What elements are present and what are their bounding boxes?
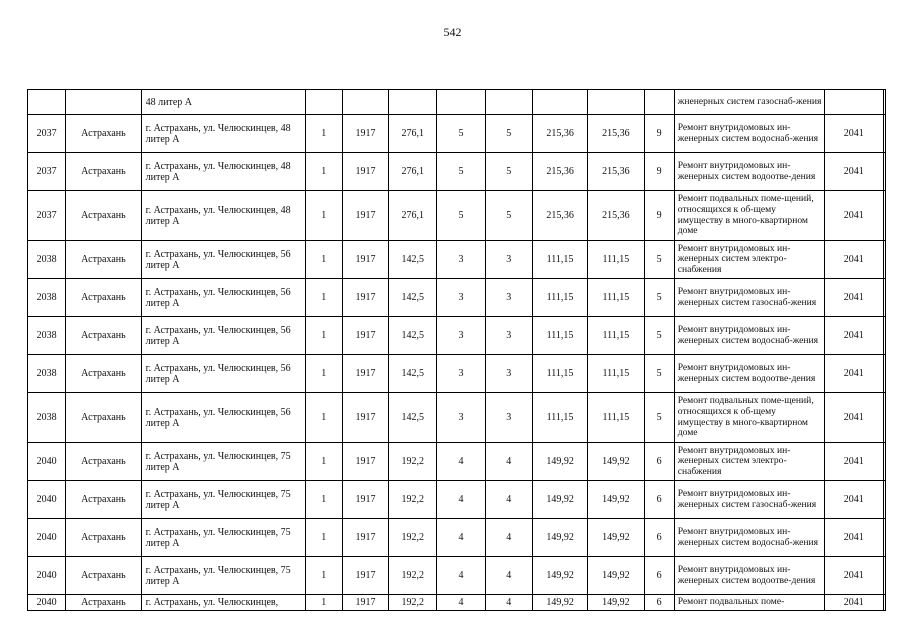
area-cell: 142,5 xyxy=(389,241,437,279)
table-row xyxy=(28,317,886,355)
value1-cell: 111,15 xyxy=(532,317,587,355)
house-id-cell: 2037 xyxy=(28,115,66,153)
value2-cell: 111,15 xyxy=(588,279,644,317)
col-c1-cell: 1 xyxy=(305,519,342,557)
table-row xyxy=(28,191,886,241)
plan-year-cell: 2041 xyxy=(824,241,883,279)
table-row xyxy=(28,115,886,153)
page-number: 542 xyxy=(443,25,462,39)
col-c4-cell: 6 xyxy=(644,519,674,557)
address-cell: г. Астрахань, ул. Челюскинцев, 75 литер А xyxy=(141,443,305,481)
area-cell: 192,2 xyxy=(389,443,437,481)
repair-registry-table xyxy=(27,89,886,611)
house-id-cell: 2038 xyxy=(28,355,66,393)
plan-year-cell: 2041 xyxy=(824,481,883,519)
year-cell: 1917 xyxy=(342,393,388,443)
col-c2-cell: 3 xyxy=(437,355,485,393)
work-type-cell: жненерных систем газоснаб-жения xyxy=(674,90,824,115)
col-c1-cell: 1 xyxy=(305,595,342,611)
plan-year-cell: 2041 xyxy=(824,393,883,443)
address-cell: г. Астрахань, ул. Челюскинцев, 48 литер А xyxy=(141,191,305,241)
empty-cell xyxy=(883,241,885,279)
value2-cell: 149,92 xyxy=(588,481,644,519)
col-c4-cell: 9 xyxy=(644,115,674,153)
col-c2-cell: 3 xyxy=(437,279,485,317)
city-cell xyxy=(66,90,141,115)
area-cell: 142,5 xyxy=(389,393,437,443)
value1-cell: 111,15 xyxy=(532,393,587,443)
house-id-cell: 2040 xyxy=(28,557,66,595)
col-c4-cell: 5 xyxy=(644,317,674,355)
house-id-cell: 2037 xyxy=(28,191,66,241)
year-cell: 1917 xyxy=(342,557,388,595)
col-c3-cell: 3 xyxy=(485,241,532,279)
col-c1-cell: 1 xyxy=(305,443,342,481)
work-type-cell: Ремонт внутридомовых ин-женерных систем электро-снабжения xyxy=(674,241,824,279)
col-c1-cell: 1 xyxy=(305,153,342,191)
col-c3-cell: 5 xyxy=(485,115,532,153)
col-c4-cell: 5 xyxy=(644,279,674,317)
col-c4-cell: 6 xyxy=(644,557,674,595)
plan-year-cell: 2041 xyxy=(824,355,883,393)
city-cell: Астрахань xyxy=(66,443,141,481)
work-type-cell: Ремонт внутридомовых ин-женерных систем водоснаб-жения xyxy=(674,115,824,153)
col-c1-cell: 1 xyxy=(305,481,342,519)
city-cell: Астрахань xyxy=(66,595,141,611)
col-c3-cell: 4 xyxy=(485,519,532,557)
col-c3-cell: 4 xyxy=(485,557,532,595)
table-row xyxy=(28,393,886,443)
year-cell: 1917 xyxy=(342,595,388,611)
plan-year-cell: 2041 xyxy=(824,557,883,595)
work-type-cell: Ремонт внутридомовых ин-женерных систем водоотве-дения xyxy=(674,153,824,191)
table-row xyxy=(28,595,886,611)
col-c4-cell: 6 xyxy=(644,481,674,519)
value1-cell: 111,15 xyxy=(532,241,587,279)
col-c1-cell: 1 xyxy=(305,115,342,153)
work-type-cell: Ремонт подвальных поме-щений, относящихся к об-щему имуществу в много-квартирном доме xyxy=(674,393,824,443)
col-c3-cell: 3 xyxy=(485,279,532,317)
year-cell: 1917 xyxy=(342,443,388,481)
empty-cell xyxy=(883,191,885,241)
house-id-cell xyxy=(28,90,66,115)
house-id-cell: 2037 xyxy=(28,153,66,191)
plan-year-cell: 2041 xyxy=(824,153,883,191)
house-id-cell: 2040 xyxy=(28,481,66,519)
value2-cell: 149,92 xyxy=(588,443,644,481)
value1-cell xyxy=(532,90,587,115)
house-id-cell: 2038 xyxy=(28,393,66,443)
house-id-cell: 2040 xyxy=(28,595,66,611)
col-c4-cell xyxy=(644,90,674,115)
house-id-cell: 2040 xyxy=(28,519,66,557)
col-c4-cell: 5 xyxy=(644,393,674,443)
col-c4-cell: 9 xyxy=(644,153,674,191)
col-c2-cell: 5 xyxy=(437,115,485,153)
value2-cell: 215,36 xyxy=(588,153,644,191)
area-cell: 142,5 xyxy=(389,279,437,317)
value1-cell: 111,15 xyxy=(532,355,587,393)
table-row xyxy=(28,443,886,481)
address-cell: г. Астрахань, ул. Челюскинцев, 56 литер А xyxy=(141,393,305,443)
area-cell: 192,2 xyxy=(389,519,437,557)
address-cell: г. Астрахань, ул. Челюскинцев, 56 литер А xyxy=(141,279,305,317)
value1-cell: 149,92 xyxy=(532,481,587,519)
empty-cell xyxy=(883,481,885,519)
table-row xyxy=(28,481,886,519)
house-id-cell: 2040 xyxy=(28,443,66,481)
area-cell: 276,1 xyxy=(389,153,437,191)
city-cell: Астрахань xyxy=(66,355,141,393)
col-c1-cell: 1 xyxy=(305,241,342,279)
empty-cell xyxy=(883,90,885,115)
col-c1-cell: 1 xyxy=(305,557,342,595)
col-c3-cell: 3 xyxy=(485,355,532,393)
area-cell: 276,1 xyxy=(389,115,437,153)
col-c2-cell: 5 xyxy=(437,153,485,191)
col-c4-cell: 5 xyxy=(644,241,674,279)
table-row xyxy=(28,90,886,115)
plan-year-cell: 2041 xyxy=(824,279,883,317)
empty-cell xyxy=(883,115,885,153)
col-c3-cell: 4 xyxy=(485,443,532,481)
work-type-cell: Ремонт подвальных поме- xyxy=(674,595,824,611)
col-c2-cell: 4 xyxy=(437,519,485,557)
year-cell: 1917 xyxy=(342,279,388,317)
table-row xyxy=(28,153,886,191)
value2-cell xyxy=(588,90,644,115)
city-cell: Астрахань xyxy=(66,519,141,557)
value2-cell: 149,92 xyxy=(588,595,644,611)
plan-year-cell: 2041 xyxy=(824,443,883,481)
table-row xyxy=(28,519,886,557)
col-c4-cell: 6 xyxy=(644,595,674,611)
value1-cell: 149,92 xyxy=(532,443,587,481)
col-c2-cell: 3 xyxy=(437,393,485,443)
col-c2-cell: 3 xyxy=(437,317,485,355)
empty-cell xyxy=(883,153,885,191)
year-cell: 1917 xyxy=(342,153,388,191)
work-type-cell: Ремонт внутридомовых ин-женерных систем газоснаб-жения xyxy=(674,481,824,519)
area-cell: 192,2 xyxy=(389,595,437,611)
year-cell: 1917 xyxy=(342,191,388,241)
col-c3-cell xyxy=(485,90,532,115)
value1-cell: 149,92 xyxy=(532,595,587,611)
year-cell: 1917 xyxy=(342,241,388,279)
work-type-cell: Ремонт внутридомовых ин-женерных систем газоснаб-жения xyxy=(674,279,824,317)
col-c2-cell: 4 xyxy=(437,481,485,519)
year-cell: 1917 xyxy=(342,519,388,557)
col-c4-cell: 5 xyxy=(644,355,674,393)
work-type-cell: Ремонт внутридомовых ин-женерных систем водоотве-дения xyxy=(674,355,824,393)
table-row xyxy=(28,355,886,393)
work-type-cell: Ремонт внутридомовых ин-женерных систем водоснаб-жения xyxy=(674,519,824,557)
city-cell: Астрахань xyxy=(66,153,141,191)
empty-cell xyxy=(883,393,885,443)
year-cell: 1917 xyxy=(342,481,388,519)
area-cell: 192,2 xyxy=(389,557,437,595)
col-c3-cell: 4 xyxy=(485,481,532,519)
city-cell: Астрахань xyxy=(66,393,141,443)
col-c2-cell xyxy=(437,90,485,115)
col-c3-cell: 5 xyxy=(485,153,532,191)
plan-year-cell: 2041 xyxy=(824,115,883,153)
col-c3-cell: 4 xyxy=(485,595,532,611)
value1-cell: 111,15 xyxy=(532,279,587,317)
col-c2-cell: 4 xyxy=(437,595,485,611)
table-row xyxy=(28,279,886,317)
col-c1-cell: 1 xyxy=(305,393,342,443)
house-id-cell: 2038 xyxy=(28,279,66,317)
work-type-cell: Ремонт подвальных поме-щений, относящихся к об-щему имуществу в много-квартирном доме xyxy=(674,191,824,241)
value1-cell: 215,36 xyxy=(532,115,587,153)
empty-cell xyxy=(883,279,885,317)
city-cell: Астрахань xyxy=(66,115,141,153)
address-cell: г. Астрахань, ул. Челюскинцев, xyxy=(141,595,305,611)
value2-cell: 215,36 xyxy=(588,191,644,241)
year-cell: 1917 xyxy=(342,355,388,393)
area-cell xyxy=(389,90,437,115)
work-type-cell: Ремонт внутридомовых ин-женерных систем водоотве-дения xyxy=(674,557,824,595)
plan-year-cell: 2041 xyxy=(824,519,883,557)
work-type-cell: Ремонт внутридомовых ин-женерных систем водоснаб-жения xyxy=(674,317,824,355)
col-c2-cell: 4 xyxy=(437,443,485,481)
col-c2-cell: 5 xyxy=(437,191,485,241)
empty-cell xyxy=(883,557,885,595)
empty-cell xyxy=(883,317,885,355)
value2-cell: 111,15 xyxy=(588,241,644,279)
col-c1-cell: 1 xyxy=(305,279,342,317)
value2-cell: 111,15 xyxy=(588,355,644,393)
work-type-cell: Ремонт внутридомовых ин-женерных систем электро-снабжения xyxy=(674,443,824,481)
col-c3-cell: 3 xyxy=(485,317,532,355)
empty-cell xyxy=(883,443,885,481)
plan-year-cell xyxy=(824,90,883,115)
col-c2-cell: 4 xyxy=(437,557,485,595)
col-c1-cell: 1 xyxy=(305,317,342,355)
value2-cell: 149,92 xyxy=(588,519,644,557)
value1-cell: 215,36 xyxy=(532,191,587,241)
city-cell: Астрахань xyxy=(66,241,141,279)
year-cell: 1917 xyxy=(342,115,388,153)
value2-cell: 111,15 xyxy=(588,393,644,443)
col-c4-cell: 6 xyxy=(644,443,674,481)
empty-cell xyxy=(883,355,885,393)
address-cell: г. Астрахань, ул. Челюскинцев, 75 литер А xyxy=(141,481,305,519)
year-cell xyxy=(342,90,388,115)
value1-cell: 215,36 xyxy=(532,153,587,191)
plan-year-cell: 2041 xyxy=(824,317,883,355)
house-id-cell: 2038 xyxy=(28,317,66,355)
col-c2-cell: 3 xyxy=(437,241,485,279)
value2-cell: 149,92 xyxy=(588,557,644,595)
empty-cell xyxy=(883,595,885,611)
value2-cell: 111,15 xyxy=(588,317,644,355)
address-cell: г. Астрахань, ул. Челюскинцев, 75 литер А xyxy=(141,519,305,557)
plan-year-cell: 2041 xyxy=(824,191,883,241)
address-cell: 48 литер А xyxy=(141,90,305,115)
value2-cell: 215,36 xyxy=(588,115,644,153)
city-cell: Астрахань xyxy=(66,557,141,595)
value1-cell: 149,92 xyxy=(532,557,587,595)
address-cell: г. Астрахань, ул. Челюскинцев, 56 литер А xyxy=(141,317,305,355)
col-c3-cell: 5 xyxy=(485,191,532,241)
area-cell: 276,1 xyxy=(389,191,437,241)
city-cell: Астрахань xyxy=(66,191,141,241)
year-cell: 1917 xyxy=(342,317,388,355)
col-c1-cell: 1 xyxy=(305,191,342,241)
house-id-cell: 2038 xyxy=(28,241,66,279)
address-cell: г. Астрахань, ул. Челюскинцев, 56 литер А xyxy=(141,355,305,393)
address-cell: г. Астрахань, ул. Челюскинцев, 48 литер А xyxy=(141,153,305,191)
value1-cell: 149,92 xyxy=(532,519,587,557)
table-row xyxy=(28,557,886,595)
col-c1-cell: 1 xyxy=(305,355,342,393)
address-cell: г. Астрахань, ул. Челюскинцев, 56 литер А xyxy=(141,241,305,279)
col-c3-cell: 3 xyxy=(485,393,532,443)
city-cell: Астрахань xyxy=(66,317,141,355)
table-row xyxy=(28,241,886,279)
area-cell: 142,5 xyxy=(389,317,437,355)
area-cell: 192,2 xyxy=(389,481,437,519)
address-cell: г. Астрахань, ул. Челюскинцев, 48 литер А xyxy=(141,115,305,153)
plan-year-cell: 2041 xyxy=(824,595,883,611)
city-cell: Астрахань xyxy=(66,481,141,519)
col-c1-cell xyxy=(305,90,342,115)
city-cell: Астрахань xyxy=(66,279,141,317)
area-cell: 142,5 xyxy=(389,355,437,393)
col-c4-cell: 9 xyxy=(644,191,674,241)
empty-cell xyxy=(883,519,885,557)
address-cell: г. Астрахань, ул. Челюскинцев, 75 литер А xyxy=(141,557,305,595)
